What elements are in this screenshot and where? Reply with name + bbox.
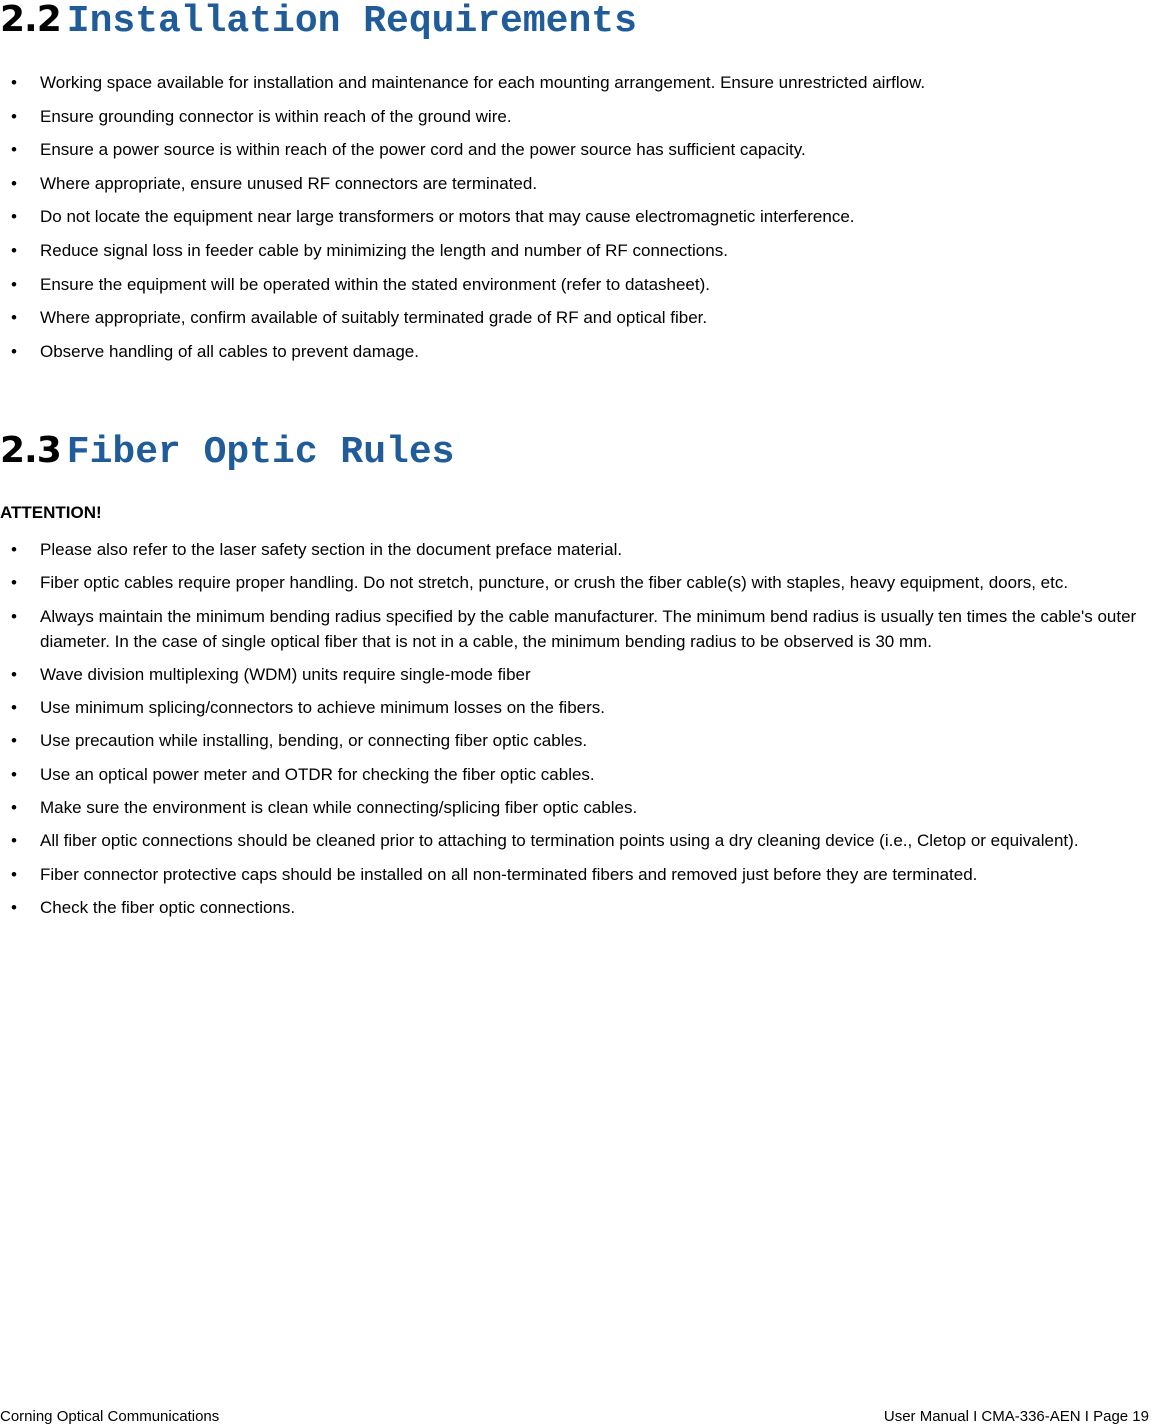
list-item <box>0 762 1150 787</box>
list-item-text: Always maintain the minimum bending radius specified by the cable manufacturer. The minimum bend radius is usually ten times the cable's outer diameter. In the case of single optical fiber that is not in a cable, the minimum bending radius to be observed is 30 mm. <box>40 606 1137 651</box>
list-item <box>0 137 1150 162</box>
list-item-text: Where appropriate, confirm available of suitably terminated grade of RF and optical fiber. <box>40 308 708 328</box>
bullet-icon: • <box>11 274 17 294</box>
bullet-icon: • <box>11 698 17 718</box>
section-title: Fiber Optic Rules <box>66 431 455 474</box>
list-item-text: Use precaution while installing, bending, or connecting fiber optic cables. <box>40 731 588 751</box>
section-number: 2.2 <box>0 0 61 40</box>
list-item-text: Please also refer to the laser safety section in the document preface material. <box>40 540 623 559</box>
list-item <box>0 570 1150 595</box>
footer-company: Corning Optical Communications <box>0 1408 220 1425</box>
list-item-text: Reduce signal loss in feeder cable by minimizing the length and number of RF connections. <box>40 240 728 260</box>
bullet-icon: • <box>11 73 17 92</box>
list-item-text: Fiber connector protective caps should be installed on all non-terminated fibers and removed just before they are terminated. <box>40 864 978 884</box>
attention-label: ATTENTION! <box>0 503 102 522</box>
bullet-icon: • <box>11 764 17 784</box>
fiber-optic-rules-list <box>0 537 1150 928</box>
bullet-icon: • <box>11 731 17 751</box>
installation-requirements-heading <box>0 2 637 41</box>
list-item <box>0 604 1150 654</box>
bullet-icon: • <box>11 308 17 328</box>
list-item-text: Check the fiber optic connections. <box>40 897 296 917</box>
fiber-optic-rules-heading <box>0 430 455 474</box>
bullet-icon: • <box>11 864 17 884</box>
list-item <box>0 171 1150 196</box>
bullet-icon: • <box>11 798 17 818</box>
list-item <box>0 70 1150 95</box>
list-item <box>0 728 1150 753</box>
list-item-text: Ensure grounding connector is within reach of the ground wire. <box>40 106 512 126</box>
section-title: Installation Requirements <box>66 0 637 43</box>
list-item <box>0 695 1150 720</box>
list-item <box>0 272 1150 297</box>
list-item <box>0 795 1150 820</box>
list-item-text: Observe handling of all cables to prevent damage. <box>40 341 419 361</box>
list-item-text: Ensure the equipment will be operated within the stated environment (refer to datasheet). <box>40 274 710 294</box>
installation-requirements-list <box>0 70 1150 372</box>
list-item-text: All fiber optic connections should be cleaned prior to attaching to termination points using a dry cleaning device (i.e., Cletop or equivalent). <box>40 831 1079 851</box>
section-number: 2.3 <box>0 430 61 471</box>
list-item-text: Use an optical power meter and OTDR for checking the fiber optic cables. <box>40 764 595 784</box>
bullet-icon: • <box>11 207 17 227</box>
bullet-icon: • <box>11 606 17 626</box>
list-item <box>0 339 1150 364</box>
list-item <box>0 305 1150 330</box>
list-item <box>0 862 1150 887</box>
bullet-icon: • <box>11 240 17 260</box>
bullet-icon: • <box>11 140 17 160</box>
bullet-icon: • <box>11 341 17 361</box>
list-item-text: Working space available for installation and maintenance for each mounting arrangement. Ensure unrestricted airflow. <box>40 73 926 92</box>
list-item <box>0 104 1150 129</box>
list-item-text: Do not locate the equipment near large transformers or motors that may cause electromagnetic interference. <box>40 207 855 227</box>
list-item <box>0 895 1150 920</box>
bullet-icon: • <box>11 664 17 684</box>
bullet-icon: • <box>11 831 17 851</box>
footer-page-info: User Manual I CMA-336-AEN I Page 19 <box>883 1408 1149 1425</box>
list-item <box>0 537 1150 562</box>
list-item-text: Where appropriate, ensure unused RF connectors are terminated. <box>40 173 538 193</box>
bullet-icon: • <box>11 573 17 593</box>
list-item <box>0 828 1150 853</box>
list-item-text: Make sure the environment is clean while connecting/splicing fiber optic cables. <box>40 798 638 818</box>
list-item-text: Use minimum splicing/connectors to achieve minimum losses on the fibers. <box>40 698 606 718</box>
bullet-icon: • <box>11 540 17 559</box>
list-item-text: Ensure a power source is within reach of the power cord and the power source has sufficient capacity. <box>40 140 806 160</box>
list-item-text: Fiber optic cables require proper handling. Do not stretch, puncture, or crush the fiber cable(s) with staples, heavy equipment, doors, etc. <box>40 573 1069 593</box>
bullet-icon: • <box>11 173 17 193</box>
bullet-icon: • <box>11 897 17 917</box>
list-item <box>0 238 1150 263</box>
list-item <box>0 204 1150 229</box>
bullet-icon: • <box>11 106 17 126</box>
list-item-text: Wave division multiplexing (WDM) units require single-mode fiber <box>40 664 531 684</box>
list-item <box>0 662 1150 687</box>
